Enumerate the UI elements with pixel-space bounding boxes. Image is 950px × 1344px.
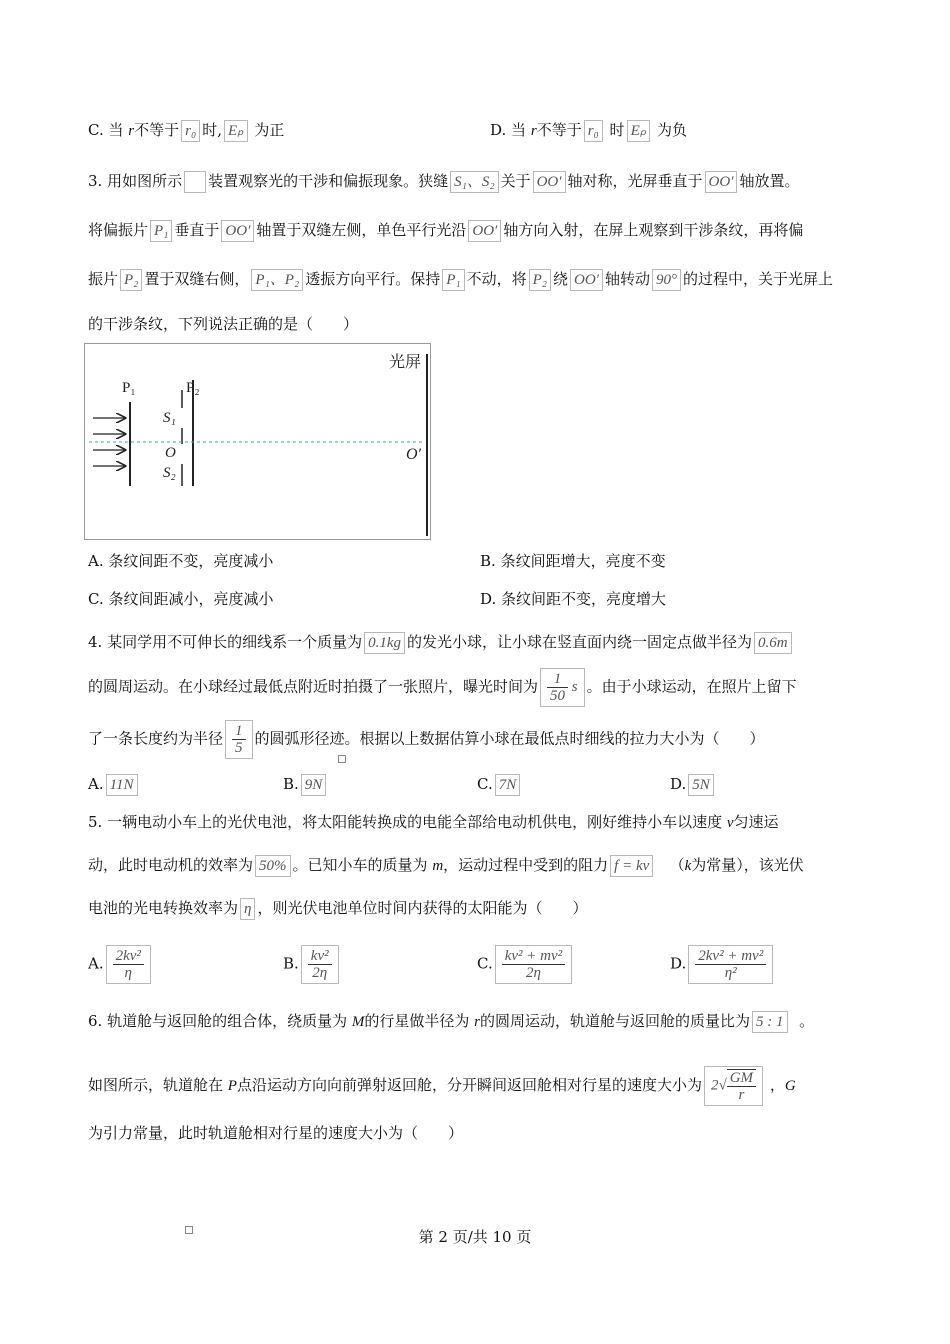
q3-option-a: A. 条纹间距不变，亮度减小 [88, 552, 274, 570]
p2-label: P₂ [186, 380, 200, 396]
q3-option-b: B. 条纹间距增大，亮度不变 [480, 552, 666, 570]
s2-label: S₂ [163, 465, 176, 481]
formula-box: P₁、P₂ [251, 269, 303, 291]
formula-box: OO′ [221, 220, 254, 242]
formula-box: 50% [255, 855, 291, 877]
q3-line-4: 的干涉条纹，下列说法正确的是（ ） [88, 315, 359, 333]
fraction-box: $\frac{1}{50}$ s [540, 668, 585, 707]
fraction-box: $\frac{\text{2kv²}}{\eta}$ [106, 945, 151, 984]
formula-box: 5 : 1 [752, 1011, 788, 1033]
q6-line-3: 为引力常量，此时轨道舱相对行星的速度大小为（ ） [88, 1124, 464, 1142]
formula-box: r₀ [181, 120, 200, 142]
image-placeholder [184, 171, 206, 193]
formula-box: OO′ [570, 269, 603, 291]
q5-option-a: A. $\frac{\text{2kv²}}{\eta}$ [88, 945, 153, 984]
q3-option-c: C. 条纹间距减小，亮度减小 [88, 590, 274, 608]
double-slit-diagram [85, 344, 430, 539]
q3-line-2: 将偏振片 P₁ 垂直于 OO′ 轴置于双缝左侧，单色平行光沿 OO′ 轴方向入射，在屏上观察到干涉条纹，再将偏 [88, 219, 803, 242]
fraction-box: $\frac{\text{2kv² + mv²}}{\text{η²}}$ [688, 945, 773, 984]
formula-box: Eₚ [224, 120, 248, 142]
q6-line-2: 如图所示，轨道舱在 P点沿运动方向向前弹射返回舱，分开瞬间返回舱相对行星的速度大小为 2√ $\frac{GM}{r}$ ，G [88, 1066, 796, 1106]
q5-option-c: C. $\frac{\text{kv² + mv²}}{2\eta}$ [477, 945, 574, 984]
fraction-box: $\frac{\text{kv² + mv²}}{2\eta}$ [495, 945, 572, 984]
q5-line-1: 5. 一辆电动小车上的光伏电池，将太阳能转换成的电能全部给电动机供电，刚好维持小车以速度 v匀速运 [88, 813, 779, 831]
formula-box: 5N [688, 774, 714, 796]
formula-box: OO′ [533, 171, 566, 193]
q6-line-1: 6. 轨道舱与返回舱的组合体，绕质量为 M的行星做半径为 r的圆周运动，轨道舱与返回舱的质量比为 5 : 1 。 [88, 1010, 814, 1033]
option-label: C. [88, 121, 104, 139]
formula-box: OO′ [468, 220, 501, 242]
q4-option-d: D. 5N [670, 773, 716, 796]
formula-box: η [240, 898, 255, 920]
formula-box: r₀ [584, 120, 603, 142]
q4-option-a: A. 11N [88, 773, 140, 796]
q5-option-d: D. $\frac{\text{2kv² + mv²}}{\text{η²}}$ [670, 945, 775, 984]
screen-label: 光屏 [389, 352, 422, 371]
q4-line-1: 4. 某同学用不可伸长的细线系一个质量为 0.1kg 的发光小球，让小球在竖直面内绕一固定点做半径为 0.6m [88, 631, 794, 654]
formula-box: 9N [301, 774, 327, 796]
q5-line-3: 电池的光电转换效率为 η ，则光伏电池单位时间内获得的太阳能为（ ） [88, 897, 587, 920]
double-slit-figure [84, 343, 431, 540]
o-prime-label: O′ [406, 446, 422, 463]
q3-line-1: 3. 用如图所示 装置观察光的干涉和偏振现象。狭缝 S₁、S₂ 关于 OO′ 轴对称，光屏垂直于 OO′ 轴放置。 [88, 170, 800, 193]
formula-box: OO′ [705, 171, 738, 193]
sqrt-box: 2√ $\frac{GM}{r}$ [704, 1066, 763, 1106]
formula-box: 0.1kg [364, 632, 405, 654]
q5-line-2: 动，此时电动机的效率为 50% 。已知小车的质量为 m，运动过程中受到的阻力 f = kv （k为常量），该光伏 [88, 854, 804, 877]
option-label: D. [490, 121, 507, 139]
formula-box: 7N [495, 774, 521, 796]
formula-box: P₁ [150, 220, 172, 242]
fraction-box: $\frac{\text{kv²}}{2\eta}$ [301, 945, 339, 984]
anchor-marker [338, 755, 346, 763]
q3-line-3: 振片 P₂ 置于双缝右侧， P₁、P₂ 透振方向平行。保持 P₁ 不动，将 P₂ 绕 OO′ 轴转动 90° 的过程中，关于光屏上 [88, 268, 833, 291]
q4-line-3: 了一条长度约为半径 $\frac{1}{5}$ 的圆弧形径迹。根据以上数据估算小球在最低点时细线的拉力大小为（ ） [88, 720, 765, 759]
q4-line-2: 的圆周运动。在小球经过最低点附近时拍摄了一张照片，曝光时间为 $\frac{1}{50}$ s 。由于小球运动，在照片上留下 [88, 668, 797, 707]
q3-option-d: D. 条纹间距不变，亮度增大 [480, 590, 667, 608]
page-footer: 第 2 页/共 10 页 [418, 1228, 532, 1246]
formula-box: 90° [652, 269, 681, 291]
o-label: O [165, 445, 176, 461]
formula-box: Eₚ [627, 120, 651, 142]
formula-box: S₁、S₂ [450, 171, 498, 193]
formula-box: f = kv [610, 855, 653, 877]
q5-option-b: B. $\frac{\text{kv²}}{2\eta}$ [283, 945, 341, 984]
formula-box: P₂ [529, 269, 551, 291]
s1-label: S₁ [163, 410, 176, 426]
q2-option-d: D. 当 r不等于 r₀ 时 Eₚ 为负 [490, 119, 687, 142]
formula-box: 0.6m [754, 632, 792, 654]
formula-box: P₁ [442, 269, 464, 291]
q4-option-c: C. 7N [477, 773, 522, 796]
formula-box: 11N [106, 774, 138, 796]
q2-option-c: C. 当 r不等于 r₀ 时, Eₚ 为正 [88, 119, 284, 142]
p1-label: P₁ [122, 380, 136, 396]
formula-box: P₂ [120, 269, 142, 291]
q4-option-b: B. 9N [283, 773, 328, 796]
fraction-box: $\frac{1}{5}$ [225, 720, 253, 759]
